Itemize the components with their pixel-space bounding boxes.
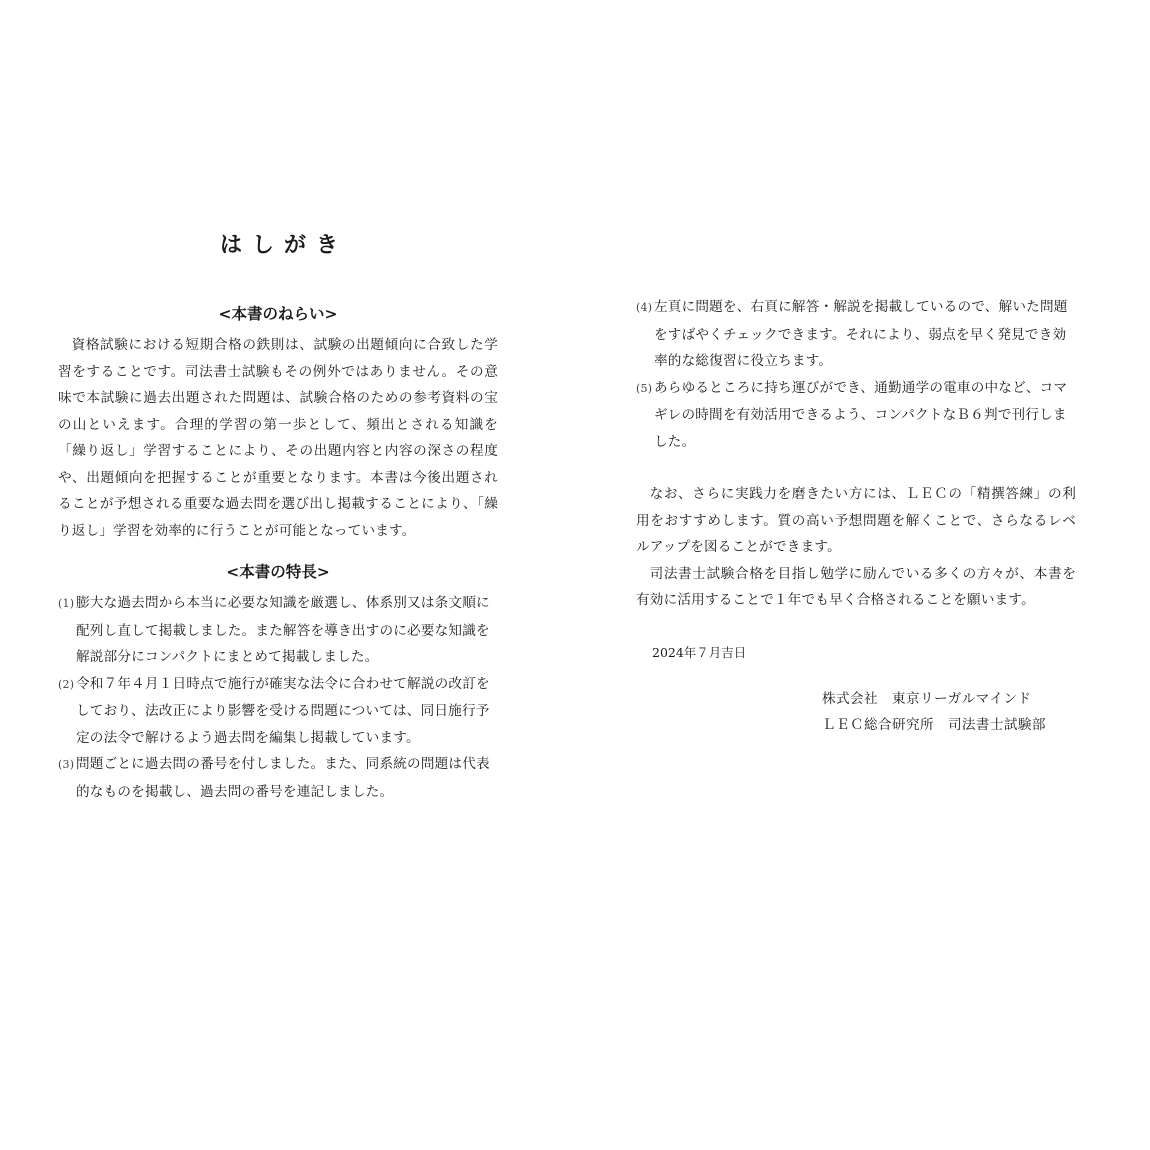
feature-text: 膨大な過去問から本当に必要な知識を厳選し、体系別又は条文順に配列し直して掲載しました。また解答を導き出すのに必要な知識を解説部分にコンパクトにまとめて掲載しました。 [76,595,490,665]
feature-number: (5) [636,381,653,395]
page-title: はしがき [220,233,349,258]
feature-text: 令和７年４月１日時点で施行が確実な法令に合わせて解説の改訂をしており、法改正により影響を受ける問題については、同日施行予定の法令で解けるよう過去問を編集し掲載しています。 [76,675,490,746]
publisher-company: 株式会社 東京リーガルマインド [822,690,1032,707]
features-list-part1 [58,590,498,805]
feature-number: (2) [58,677,75,691]
feature-number: (4) [636,301,653,314]
date-line: 2024年７月吉日 [652,644,747,660]
publisher-block [822,686,1076,738]
feature-text: 問題ごとに過去問の番号を付しました。また、同系統の問題は代表的なものを掲載し、過去問の番号を連記しました。 [76,756,490,800]
feature-item-4 [636,294,1076,375]
feature-item-1 [58,590,498,671]
feature-text: 左頁に問題を、右頁に解答・解説を掲載しているので、解いた問題をすばやくチェックできます。それにより、弱点を早く発見でき効率的な総復習に役立ちます。 [654,299,1068,369]
features-heading: <本書の特長> [226,563,330,581]
feature-number: (3) [58,758,75,771]
closing-paragraph-1: なお、さらに実践力を磨きたい方には、ＬＥＣの「精撰答練」の利用をおすすめします。質の高い予想問題を解くことで、さらなるレベルアップを図ることができます。 [636,486,1076,555]
aims-paragraph: 資格試験における短期合格の鉄則は、試験の出題傾向に合致した学習をすることです。司法書士試験もその例外ではありません。その意味で本試験に過去出題された問題は、試験合格のための参考資料の宝の山といえます。合理的学習の第一歩として、頻出とされる知識を「繰り返し」学習することにより、その出題内容と内容の深さの程度や、出題傾向を把握することが重要となります。本書は今後出題されることが予想される重要な過去問を選び出し掲載することにより、「繰り返し」学習を効率的に行うことが可能となっています。 [58,337,498,539]
left-column [58,228,498,805]
spacer [636,455,1076,481]
closing-paragraph-2: 司法書士試験合格を目指し勉学に励んでいる多くの方々が、本書を有効に活用することで１年でも早く合格されることを願います。 [636,565,1076,608]
right-column [636,294,1076,738]
publisher-department: ＬＥＣ総合研究所 司法書士試験部 [822,716,1046,733]
aims-heading: <本書のねらい> [218,305,338,323]
feature-item-3 [58,751,498,805]
features-list-part2 [636,294,1076,455]
feature-text: あらゆるところに持ち運びができ、通勤通学の電車の中など、コマギレの時間を有効活用できるよう、コンパクトなＢ６判で刊行しました。 [654,379,1068,450]
feature-item-2 [58,671,498,752]
feature-item-5 [636,375,1076,456]
feature-number: (1) [58,597,75,610]
